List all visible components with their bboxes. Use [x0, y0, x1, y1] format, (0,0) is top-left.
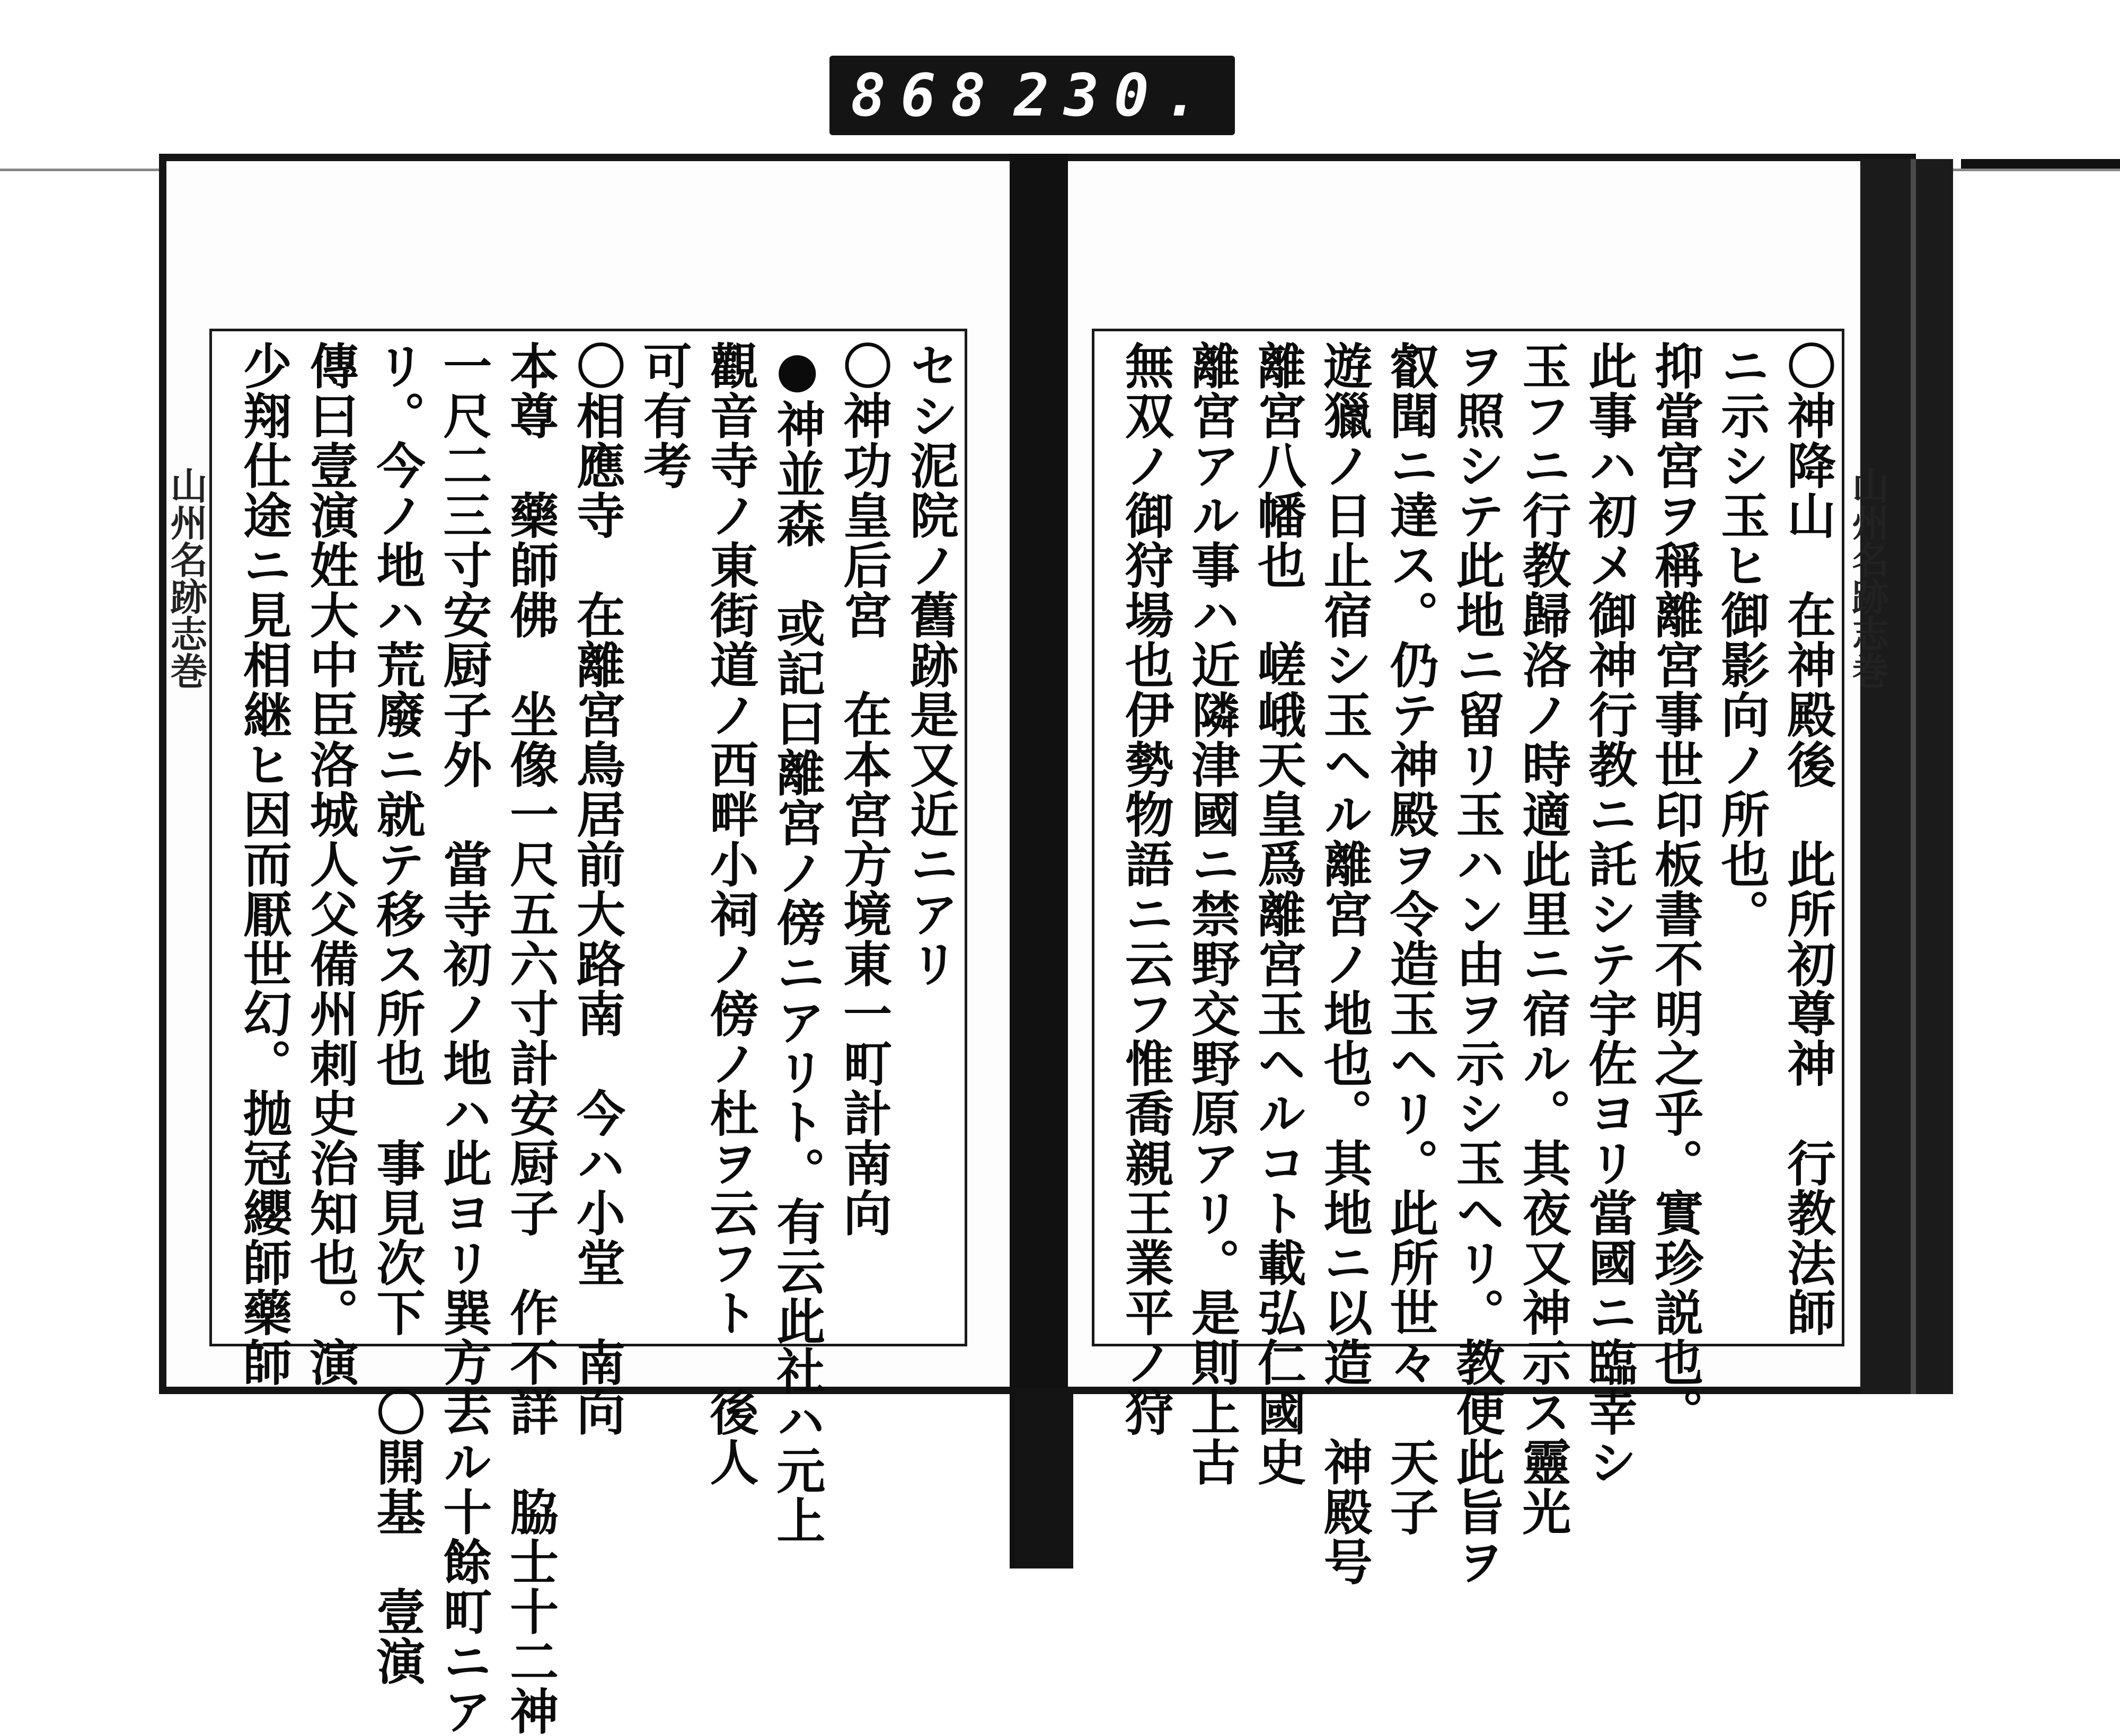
book-spine: [1010, 154, 1068, 1568]
book-top-edge-mark: [1961, 159, 2120, 169]
left-text-frame: [209, 329, 967, 1736]
right-column-2: ニ示シ玉ヒ御影向ノ所也。: [1713, 341, 1771, 939]
right-column-6: ヲ照シテ此地ニ留リ玉ハン由ヲ示シ玉ヘリ。教便此旨ヲ: [1448, 341, 1506, 1587]
left-column-11: 少翔仕途ニ見相継ヒ因而厭世幻。抛冠纓師藥師: [235, 341, 293, 1387]
left-column-7: 本尊 藥師佛 坐像一尺五六寸計安厨子 作不詳 脇士十二神: [502, 341, 560, 1736]
right-column-11: 無双ノ御狩場也伊勢物語ニ云フ惟喬親王業平ノ狩: [1117, 341, 1174, 1437]
left-column-5: 可有考: [635, 341, 693, 490]
left-column-8: 一尺二三寸安厨子外 當寺初ノ地ハ此ヨリ巽方去ル十餘町ニア: [435, 341, 493, 1736]
right-column-8: 遊獵ノ日止宿シ玉ヘル離宮ノ地也。其地ニ以造 神殿号: [1315, 341, 1373, 1587]
right-text-columns: [1104, 341, 1836, 1587]
left-column-3: ●神並森 或記曰離宮ノ傍ニアリト。有云此社ハ元上: [768, 341, 826, 1545]
right-column-10: 離宮アル事ハ近隣津國ニ禁野交野原アリ。是則上古: [1183, 341, 1241, 1487]
right-column-5: 玉フニ行教歸洛ノ時適此里ニ宿ル。其夜又神示ス靈光: [1514, 341, 1572, 1537]
right-margin-title: 山州名跡志巻: [1846, 466, 1890, 689]
spine-bottom-strip: [1015, 1389, 1073, 1568]
right-column-1: 〇神降山 在神殿後 此所初尊神 行教法師: [1779, 341, 1836, 1337]
right-column-9: 離宮八幡也 嵯峨天皇爲離宮玉ヘルコト載弘仁國史: [1249, 341, 1307, 1487]
left-text-columns: [222, 341, 959, 1736]
left-column-2: 〇神功皇后宮 在本宮方境東一町計南向: [835, 341, 893, 1238]
right-text-frame: [1092, 329, 1844, 1587]
frame-number-left: 868: [851, 61, 1001, 129]
frame-number-right: 230.: [1014, 61, 1214, 129]
left-column-10: 傳曰壹演姓大中臣洛城人父備州刺史治知也。演: [302, 341, 359, 1387]
left-column-4: 觀音寺ノ東街道ノ西畔小祠ノ傍ノ杜ヲ云フト 後人: [702, 341, 759, 1487]
right-column-7: 叡聞ニ達ス。仍テ神殿ヲ令造玉ヘリ。此所世々 天子: [1382, 341, 1439, 1537]
left-column-6: 〇相應寺 在離宮鳥居前大路南 今ハ小堂 南向: [568, 341, 626, 1437]
frame-number-label: [829, 56, 1235, 135]
left-column-1: セシ泥院ノ舊跡是又近ニアリ: [902, 341, 959, 989]
right-column-3: 抑當宮ヲ稱離宮事世印板書不明之乎。實珍説也。: [1647, 341, 1704, 1437]
right-column-4: 此事ハ初メ御神行教ニ託シテ宇佐ヨリ當國ニ臨幸シ: [1580, 341, 1638, 1487]
left-column-9: リ。今ノ地ハ荒廢ニ就テ移ス所也 事見次下 〇開基 壹演: [368, 341, 426, 1686]
left-margin-title: 山州名跡志巻: [164, 466, 208, 689]
